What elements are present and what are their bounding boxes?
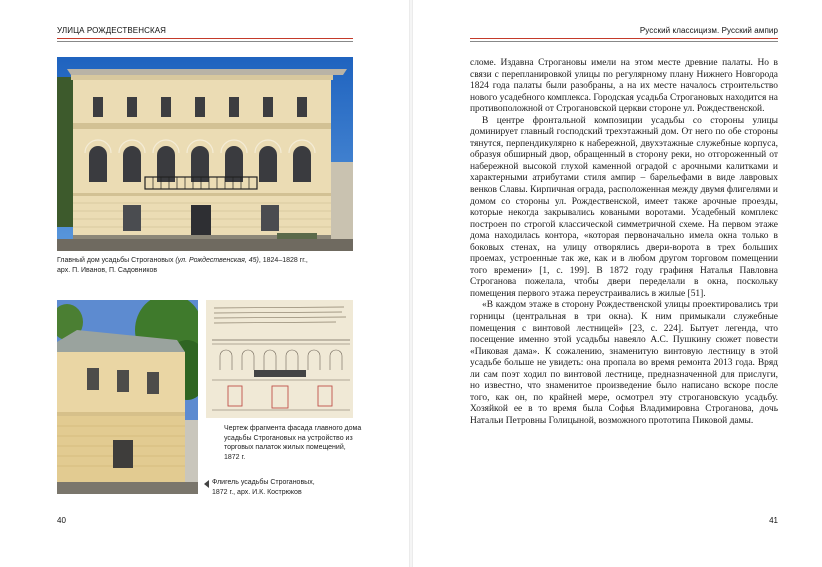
wing-caption-line: Флигель усадьбы Строгановых,	[212, 479, 315, 486]
paragraph: сломе. Издавна Строгановы имели на этом месте древние палаты. Но в связи с перепланировкой улицы по регулярному плану Нижнего Новгорода 1824 года палаты были разобраны, а на их месте началось строительство нового усадебного комплекса. Городская усадьба Строгановых находится на противоположной от Строгановской церкви стороне ул. Рождественской.	[470, 58, 778, 115]
header-rule-left	[57, 38, 353, 39]
caption-main-architects: арх. П. Иванов, П. Садовников	[57, 266, 158, 274]
caption-main-lead: Главный дом усадьбы Строгановых	[57, 257, 176, 264]
wing-caption-line: 1872 г., арх. И.К. Кострюков	[212, 488, 302, 496]
drawing-caption-line: Чертеж фрагмента фасада главного дома	[224, 425, 362, 432]
wing-illustration	[57, 300, 198, 494]
facade-drawing	[206, 300, 353, 418]
main-house-caption	[57, 256, 357, 275]
running-header-left: УЛИЦА РОЖДЕСТВЕНСКАЯ	[57, 26, 167, 35]
paragraph: «В каждом этаже в сторону Рождественской улицы проектировались три горницы (центральная в три окна). К ним примыкали служебные помещения с винтовой лестницей» [23, с. 224]. Бытует легенда, что посещение именно этой усадьбы навеяло А.С. Пушкину сюжет повести «Пиковая дама». К сожалению, знаменитую винтовую лестницу в этой усадьбе больше не увидеть: она пропала во время ремонта 2013 года. Вряд ли сам поэт ходил по винтовой лестнице, предназначенной для прислуги, но известно, что знаменитое произведение было написано вскоре после того, как он, по крайней мере, осмотрел эту строгановскую усадьбу. Хозяйкой ее в то время была Софья Владимировна Строганова, дочь Натальи Петровны Голицыной, возможного прототипа Пиковой дамы.	[470, 300, 778, 426]
wing-caption	[208, 478, 358, 497]
drawing-caption	[224, 424, 364, 462]
paragraph: В центре фронтальной композиции усадьбы со стороны улицы доминирует главный господский трехэтажный дом. От него по обе стороны тянутся, перпендикулярно к набережной, двухэтажные служебные корпуса, образуя обширный двор, обращенный в сторону реки, но отгороженный от набережной высокой глухой каменной оградой с арочными калитками и характерными атрибутами стиля ампир – барельефами в виде лавровых венков Славы. Кирпичная ограда, расположенная между двумя флигелями и домом со стороны ул. Рождественской, имеет также арочные проезды, которые некогда закрывались коваными воротами. Усадебный комплекс построен по строгой классической симметричной схеме. На первом этаже дома находилась контора, «которая первоначально имела окна только в боковых стенах, на улицу отворялись двери-ворота в трех больших проемах, устроенные так же, как и в любом другом торговом помещении того времени» [1, с. 199]. В 1872 году графиня Наталья Павловна Строганова пожелала, чтобы двери переделали в окна, поскольку помещения первого этажа переустраивались в жилые [51].	[470, 115, 778, 299]
right-page	[411, 0, 822, 567]
main-house-photo	[57, 57, 353, 251]
caption-arrow-icon	[204, 480, 209, 488]
facade-drawing-illustration	[206, 300, 353, 418]
body-text	[470, 58, 778, 428]
wing-photo	[57, 300, 198, 494]
drawing-caption-line: торговых палаток жилых помещений,	[224, 444, 346, 451]
header-subrule-left	[57, 41, 353, 42]
header-rule-right	[470, 38, 778, 39]
caption-main-address: (ул. Рождественская, 45)	[175, 257, 259, 264]
drawing-caption-line: 1872 г.	[224, 453, 246, 461]
header-subrule-right	[470, 41, 778, 42]
drawing-caption-line: усадьбы Строгановых на устройство из	[224, 434, 353, 442]
page-number-left: 40	[57, 516, 66, 525]
running-header-right: Русский классицизм. Русский ампир	[639, 26, 778, 35]
main-house-illustration	[57, 57, 353, 251]
page-number-right: 41	[769, 516, 778, 525]
caption-main-tail: , 1824–1828 гг.,	[258, 257, 308, 264]
